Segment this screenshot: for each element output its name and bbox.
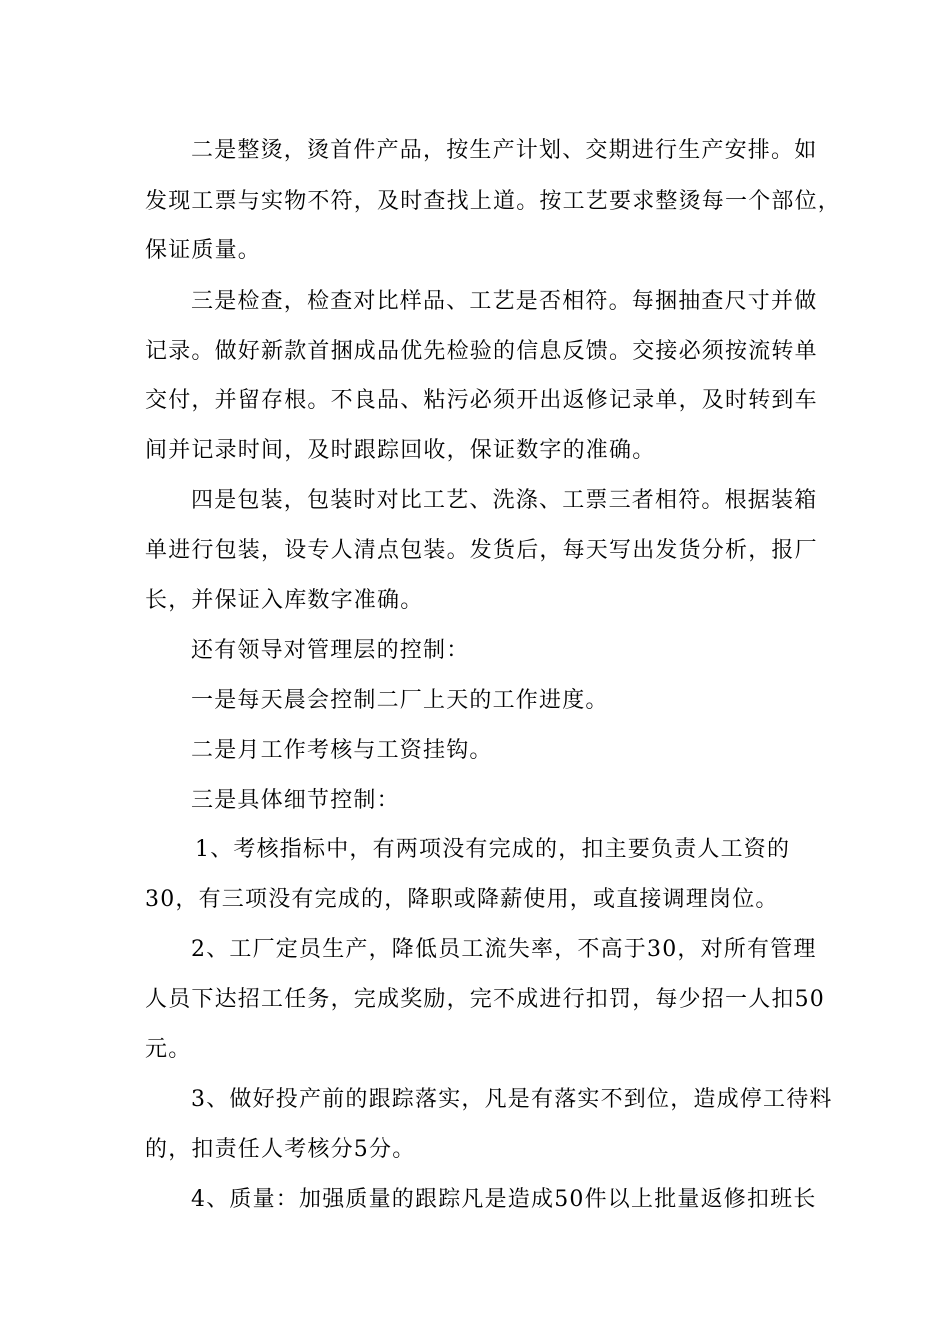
text-line: 保证质量。	[145, 238, 262, 263]
text-line: 4、质量：加强质量的跟踪凡是造成50件以上批量返修扣班长	[191, 1187, 817, 1212]
text-line: 30，有三项没有完成的，降职或降薪使用，或直接调理岗位。	[145, 887, 779, 912]
text-line: 二是月工作考核与工资挂钩。	[191, 738, 493, 763]
text-line: 三是检查，检查对比样品、工艺是否相符。每捆抽查尺寸并做	[191, 289, 818, 314]
text-line: 2、工厂定员生产，降低员工流失率，不高于30，对所有管理	[191, 937, 817, 962]
text-line: 的，扣责任人考核分5分。	[145, 1137, 416, 1162]
text-line: 单进行包装，设专人清点包装。发货后，每天写出发货分析，报厂	[145, 538, 818, 563]
text-line: 人员下达招工任务，完成奖励，完不成进行扣罚，每少招一人扣50	[145, 987, 825, 1012]
text-line: 发现工票与实物不符，及时查找上道。按工艺要求整烫每一个部位，	[145, 189, 842, 214]
text-line: 元。	[145, 1037, 192, 1062]
text-line: 3、做好投产前的跟踪落实，凡是有落实不到位，造成停工待料	[191, 1087, 833, 1112]
text-line: 记录。做好新款首捆成品优先检验的信息反馈。交接必须按流转单	[145, 339, 818, 364]
text-line: 一是每天晨会控制二厂上天的工作进度。	[191, 688, 609, 713]
text-line: 间并记录时间，及时跟踪回收，保证数字的准确。	[145, 438, 656, 463]
text-line: 还有领导对管理层的控制：	[191, 638, 470, 663]
text-line: 三是具体细节控制：	[191, 788, 400, 813]
text-line: 长，并保证入库数字准确。	[145, 588, 424, 613]
text-line: 交付，并留存根。不良品、粘污必须开出返修记录单，及时转到车	[145, 388, 818, 413]
text-line: 二是整烫，烫首件产品，按生产计划、交期进行生产安排。如	[191, 138, 818, 163]
text-line: 四是包装，包装时对比工艺、洗涤、工票三者相符。根据装箱	[191, 488, 818, 513]
text-line: 1、考核指标中，有两项没有完成的，扣主要负责人工资的	[195, 837, 791, 862]
